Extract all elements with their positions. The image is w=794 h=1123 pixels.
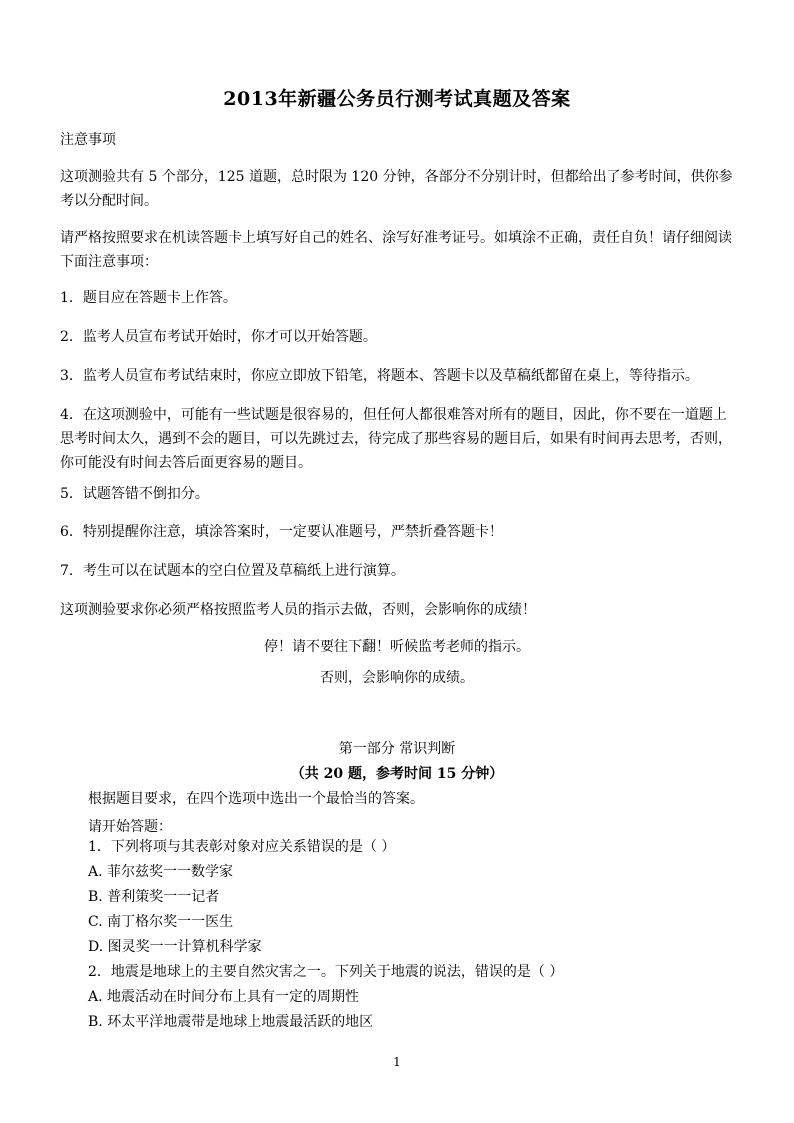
intro-paragraph-1: 这项测验共有 5 个部分，125 道题，总时限为 120 分钟，各部分不分别计时，但都给出了参考时间，供你参考以分配时间。 [60,169,733,209]
section-title: 第一部分 常识判断 [338,741,456,757]
page-number: 1 [393,1055,401,1069]
rule-item: 5．试题答错不倒扣分。 [60,486,209,502]
start-label: 请开始答题： [88,819,172,835]
stop-notice-2: 否则，会影响你的成绩。 [320,670,474,686]
closing-note: 这项测验要求你必须严格按照监考人员的指示去做，否则，会影响你的成绩！ [60,602,536,618]
rule-item: 1．题目应在答题卡上作答。 [60,290,237,306]
question-stem: 2．地震是地球上的主要自然灾害之一。下列关于地震的说法，错误的是（ ） [88,964,564,980]
stop-notice: 停！请不要往下翻！听候监考老师的指示。 [264,639,530,655]
rule-item: 6．特别提醒你注意，填涂答案时，一定要认准题号，严禁折叠答题卡！ [60,524,503,540]
question-stem: 1．下列将项与其表彰对象对应关系错误的是（ ） [88,839,396,855]
rule-item: 4．在这项测验中，可能有一些试题是很容易的，但任何人都很难答对所有的题目，因此，你不要在一道题上思考时间太久，遇到不会的题目，可以先跳过去，待完成了那些容易的题目后，如果有时间再去思考，否则，你可能没有时间去答后面更容易的题目。 [60,407,732,471]
rule-item: 3．监考人员宣布考试结束时，你应立即放下铅笔，将题本、答题卡以及草稿纸都留在桌上，等待指示。 [60,368,699,384]
question-option: D. 图灵奖一一计算机科学家 [88,939,262,955]
question-option: B. 环太平洋地震带是地球上地震最活跃的地区 [88,1014,374,1030]
rule-item: 7．考生可以在试题本的空白位置及草稿纸上进行演算。 [60,563,405,579]
notice-heading: 注意事项 [60,132,116,148]
section-instruction: 根据题目要求，在四个选项中选出一个最恰当的答案。 [88,791,424,807]
intro-paragraph-2: 请严格按照要求在机读答题卡上填写好自己的姓名、涂写好准考证号。如填涂不正确，责任自负！请仔细阅读下面注意事项： [60,230,732,270]
section-subtitle: （共 20 题，参考时间 15 分钟） [290,766,504,782]
rule-item: 2．监考人员宣布考试开始时，你才可以开始答题。 [60,329,377,345]
document-title: 2013年新疆公务员行测考试真题及答案 [223,88,571,110]
question-option: C. 南丁格尔奖一一医生 [88,914,234,930]
question-option: A. 菲尔兹奖一一数学家 [88,864,234,880]
question-option: B. 普利策奖一一记者 [88,889,220,905]
question-option: A. 地震活动在时间分布上具有一定的周期性 [88,989,360,1005]
